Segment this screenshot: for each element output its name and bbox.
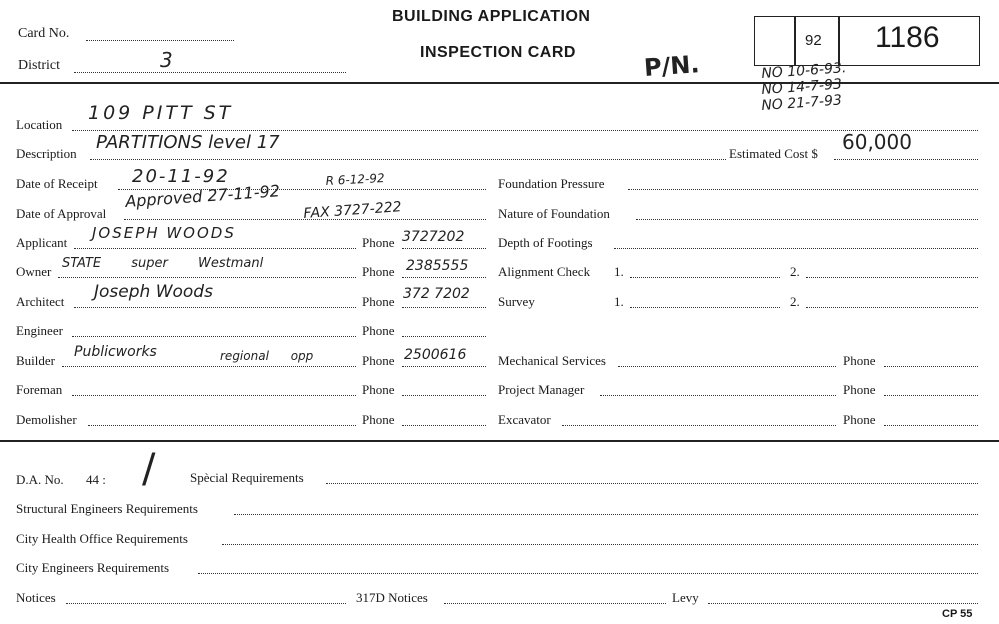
card-box-prefix: [794, 16, 840, 66]
mechanical-services-line: [618, 366, 836, 367]
structural-engineers-label: Structural Engineers Requirements: [16, 501, 198, 516]
depth-of-footings-line: [614, 248, 978, 249]
da-mark: /: [142, 446, 156, 492]
followup-note-2: NO 14-7-93: [760, 76, 843, 98]
owner-phone-label: Phone: [362, 264, 395, 279]
excavator-label: Excavator: [498, 412, 551, 427]
followup-note-3: NO 21-7-93: [760, 92, 843, 114]
city-health-line: [222, 544, 978, 545]
form-code: CP 55: [942, 608, 973, 620]
description-line: [90, 159, 726, 160]
project-manager-label: Project Manager: [498, 382, 585, 397]
applicant-label: Applicant: [16, 235, 68, 250]
foreman-line: [72, 395, 356, 396]
city-engineers-label: City Engineers Requirements: [16, 560, 170, 575]
fax-note: FAX 3727-222: [302, 199, 403, 222]
demolisher-label: Demolisher: [16, 412, 77, 427]
builder-value: Publicworks: [74, 344, 157, 360]
mechanical-services-phone-line: [884, 366, 978, 367]
foreman-phone-line: [402, 395, 486, 396]
project-manager-line: [600, 395, 836, 396]
alignment-check-line-1: [630, 277, 780, 278]
survey-line-2: [806, 307, 978, 308]
survey-line-1: [630, 307, 780, 308]
architect-line: [74, 307, 356, 308]
card-no-label: Card No.: [18, 26, 70, 41]
builder-label: Builder: [16, 353, 55, 368]
followup-note-1: NO 10-6-93.: [760, 60, 847, 82]
owner-line: [58, 277, 356, 278]
card-number-text: 1186: [875, 21, 940, 54]
project-manager-phone-line: [884, 395, 978, 396]
card-box-number: [838, 16, 980, 66]
applicant-phone: 3727202: [402, 229, 465, 245]
architect-value: Joseph Woods: [94, 282, 213, 302]
architect-label: Architect: [16, 294, 65, 309]
excavator-line: [562, 425, 836, 426]
header-divider: [0, 82, 999, 84]
pn-mark: P/N.: [643, 50, 701, 82]
notices-317d-line: [444, 603, 666, 604]
page-subtitle: INSPECTION CARD: [420, 44, 576, 61]
demolisher-line: [88, 425, 356, 426]
alignment-check-label: Alignment Check: [498, 264, 591, 279]
demolisher-phone-line: [402, 425, 486, 426]
mechanical-services-phone-label: Phone: [843, 353, 876, 368]
builder-value-2: regional opp: [220, 349, 314, 363]
estimated-cost-value: 60,000: [842, 130, 912, 154]
notices-line: [66, 603, 346, 604]
architect-phone-label: Phone: [362, 294, 395, 309]
builder-phone: 2500616: [404, 347, 467, 363]
nature-of-foundation-line: [636, 219, 978, 220]
owner-phone-line: [402, 277, 486, 278]
foreman-label: Foreman: [16, 382, 63, 397]
city-engineers-line: [198, 573, 978, 574]
depth-of-footings-label: Depth of Footings: [498, 235, 593, 250]
card-box-blank: [754, 16, 796, 66]
description-label: Description: [16, 146, 77, 161]
section-divider: [0, 440, 999, 442]
alignment-check-num-1: 1.: [614, 264, 624, 279]
city-health-label: City Health Office Requirements: [16, 531, 188, 546]
builder-line: [62, 366, 356, 367]
special-requirements-line: [326, 483, 978, 484]
date-of-approval-value: Approved 27-11-92: [124, 181, 281, 211]
excavator-phone-line: [884, 425, 978, 426]
foundation-pressure-label: Foundation Pressure: [498, 176, 605, 191]
foundation-pressure-line: [628, 189, 978, 190]
estimated-cost-label: Estimated Cost $: [729, 146, 818, 161]
date-of-receipt-label: Date of Receipt: [16, 176, 98, 191]
architect-phone: 372 7202: [403, 286, 470, 302]
location-label: Location: [16, 117, 63, 132]
da-no-value: 44 :: [86, 472, 106, 487]
owner-value: STATE super Westmanl: [62, 256, 264, 271]
owner-label: Owner: [16, 264, 52, 279]
alignment-check-line-2: [806, 277, 978, 278]
notices-label: Notices: [16, 590, 56, 605]
architect-phone-line: [402, 307, 486, 308]
description-value: PARTITIONS level 17: [96, 132, 280, 153]
district-label: District: [18, 58, 60, 73]
location-value: 109 PITT ST: [88, 102, 234, 124]
levy-label: Levy: [672, 590, 699, 605]
survey-label: Survey: [498, 294, 535, 309]
engineer-label: Engineer: [16, 323, 63, 338]
district-value: 3: [160, 48, 173, 72]
demolisher-phone-label: Phone: [362, 412, 395, 427]
applicant-phone-label: Phone: [362, 235, 395, 250]
builder-phone-label: Phone: [362, 353, 395, 368]
survey-num-1: 1.: [614, 294, 624, 309]
levy-line: [708, 603, 978, 604]
applicant-phone-line: [402, 248, 486, 249]
date-of-receipt-value: 20-11-92: [132, 166, 230, 187]
survey-num-2: 2.: [790, 294, 800, 309]
nature-of-foundation-label: Nature of Foundation: [498, 206, 610, 221]
page-title: BUILDING APPLICATION: [392, 8, 591, 25]
da-no-label: D.A. No.: [16, 472, 64, 487]
builder-phone-line: [402, 366, 486, 367]
date-of-approval-label: Date of Approval: [16, 206, 107, 221]
district-line: [74, 72, 346, 73]
foreman-phone-label: Phone: [362, 382, 395, 397]
structural-engineers-line: [234, 514, 978, 515]
engineer-phone-line: [402, 336, 486, 337]
applicant-value: JOSEPH WOODS: [92, 224, 236, 242]
card-no-line: [86, 40, 234, 41]
engineer-line: [72, 336, 356, 337]
date-of-receipt-extra: R 6-12-92: [325, 170, 385, 188]
mechanical-services-label: Mechanical Services: [498, 353, 606, 368]
owner-phone: 2385555: [406, 258, 469, 274]
estimated-cost-line: [834, 159, 978, 160]
excavator-phone-label: Phone: [843, 412, 876, 427]
project-manager-phone-label: Phone: [843, 382, 876, 397]
alignment-check-num-2: 2.: [790, 264, 800, 279]
notices-317d-label: 317D Notices: [356, 590, 428, 605]
engineer-phone-label: Phone: [362, 323, 395, 338]
special-requirements-label: Spècial Requirements: [190, 470, 304, 485]
applicant-line: [74, 248, 356, 249]
card-prefix-text: 92: [805, 32, 822, 49]
